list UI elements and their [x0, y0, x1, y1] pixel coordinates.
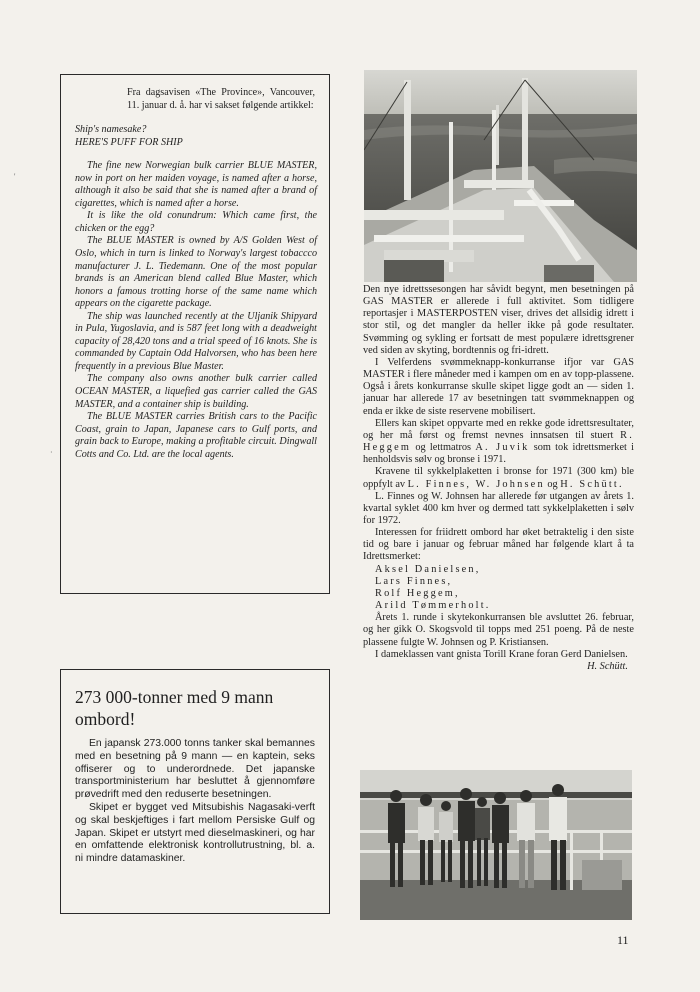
article-paragraph: The company also owns another bulk carrier called OCEAN MASTER, a liquefied gas carrier called the GAS MASTER, and a container ship is building. — [75, 373, 317, 410]
name-list — [363, 564, 634, 613]
text-run: og lettmatros — [411, 442, 476, 454]
person-name: R. Heggem — [363, 429, 634, 454]
list-item: Lars Finnes, — [375, 575, 453, 587]
article-intro: Fra dagsavisen «The Province», Vancouver, 11. januar d. å. har vi sakset følgende artikkel: — [127, 87, 315, 111]
person-name: L. Finnes, W. Johnsen — [407, 478, 545, 490]
text-run: Ellers kan skipet oppvarte med en rekke gode idrettsresultater, og her må først og fremst nevnes innsatsen til stuert — [363, 417, 634, 441]
person-name: A. Juvik — [475, 442, 530, 454]
scan-speck: ' — [14, 172, 16, 181]
page-number: 11 — [617, 933, 629, 947]
author-signature: H. Schütt. — [587, 660, 628, 672]
article-paragraph: Skipet er bygget ved Mitsubishis Nagasaki-verft og skal beskjeftiges i fart mellom Persiske Gulf og Japan. Skipet er utstyrt med dieselmaskineri, og har en omfattende elektronisk kontrollutrustning, bl. a. ni mindre datamaskiner. — [75, 801, 315, 865]
article-headline: HERE'S PUFF FOR SHIP — [75, 136, 183, 148]
closing-paragraph — [363, 649, 634, 661]
article-paragraph: I dameklassen vant gnista Torill Krane foran Gerd Danielsen. — [375, 648, 628, 660]
text-run: . — [618, 478, 622, 490]
article-paragraph: The BLUE MASTER carries British cars to the Pacific Coast, grain to Japan, Japanese cars to Gulf ports, and grain back to Europe, making a profitable circuit. Dingwall Cotts and Co. Ltd. are the local agents. — [75, 411, 317, 460]
article-paragraph: I Velferdens svømmeknapp-konkurranse ifjor var GAS MASTER i flere måneder med i kampen om en av topp-plassene. Også i årets konkurranse skulle skipet ligge godt an — siden 1. januar har allerede 17 av besetningen tatt svømmeknappen og enda er ikke de siste reservene mobilisert. — [363, 356, 634, 417]
scan-speck: · — [50, 448, 53, 457]
crew-group-photo — [360, 770, 632, 920]
province-article-box — [60, 74, 330, 594]
article-paragraph: The fine new Norwegian bulk carrier BLUE MASTER, now in port on her maiden voyage, is named after a horse, although it also be said that she is named after a brand of cigarettes, which is named after a horse. — [75, 160, 317, 209]
list-item: Arild Tømmerholt. — [375, 600, 491, 612]
list-item: Rolf Heggem, — [375, 587, 460, 599]
person-name: H. Schütt — [560, 478, 619, 490]
text-run: Kravene til sykkelplaketten i bronse for 1971 (300 km) ble oppfylt av — [363, 466, 634, 490]
article-paragraph: En japansk 273.000 tonns tanker skal bemannes med en besetning på 9 mann — en kaptein, seks offiserer og to underordnede. Det japanske transportministerium har besluttet å gjennomføre prøvedrift med den reduserte besetningen. — [75, 738, 315, 801]
byline-row — [363, 661, 634, 673]
article-paragraph — [363, 418, 634, 467]
text-run: og — [544, 478, 561, 490]
ship-deck-photo — [364, 70, 637, 282]
article-paragraph: L. Finnes og W. Johnsen har allerede før utgangen av årets 1. kvartal syklet 400 km hver og dermed tatt sykkelplaketten i sølv for 1972. — [363, 490, 634, 526]
article-paragraph: The BLUE MASTER is owned by A/S Golden West of Oslo, which in turn is linked to Norway's largest tobaccco manufacturer J. L. Tiedemann. One of the most popular brands is an American blend called Blue Master, which honors a famous trotting horse of the same name which appears on the cigarette package. — [75, 235, 317, 310]
tanker-article-box — [60, 669, 330, 914]
article-paragraph — [363, 466, 634, 490]
article-paragraph: The ship was launched recently at the Uljanik Shipyard in Pula, Yugoslavia, and is 587 feet long with a deadweight capacity of 28,420 tons and a trial speed of 16 knots. She is commanded by Captain Odd Halvorsen, who has been here frequently in a previous Blue Master. — [75, 310, 317, 372]
article-paragraph: Den nye idrettssesongen har såvidt begynt, men besetningen på GAS MASTER er allerede i full aktivitet. Som tidligere reportasjer i MASTERPOSTEN viser, drives det allsidig idrett i stor stil, og det mangler da heller ikke på gode resultater. Svømming og sykling er fortsatt de mest populære idrettsgrener ved siden av skyting, bordtennis og fri-idrett. — [363, 284, 634, 356]
article-paragraph: It is like the old conundrum: Which came first, the chicken or the egg? — [75, 210, 317, 234]
list-item: Aksel Danielsen, — [375, 563, 481, 575]
article-paragraph: Årets 1. runde i skytekonkurransen ble avsluttet 26. februar, og her gikk O. Skogsvold til topps med 251 poeng. På de neste plassene fulgte W. Johnsen og P. Kristiansen. — [363, 612, 634, 648]
sports-article — [363, 284, 634, 673]
article-paragraph: Interessen for friidrett ombord har øket betraktelig i den siste tid og bare i januar og februar måned har følgende klart å ta Idrettsmerket: — [363, 527, 634, 563]
text-run: som tok idrettsmerket i henholdsvis sølv og bronse i 1971. — [363, 442, 634, 466]
article-headline-question: Ship's namesake? — [75, 124, 147, 136]
tanker-article-title: 273 000-tonner med 9 mann ombord! — [75, 687, 274, 729]
